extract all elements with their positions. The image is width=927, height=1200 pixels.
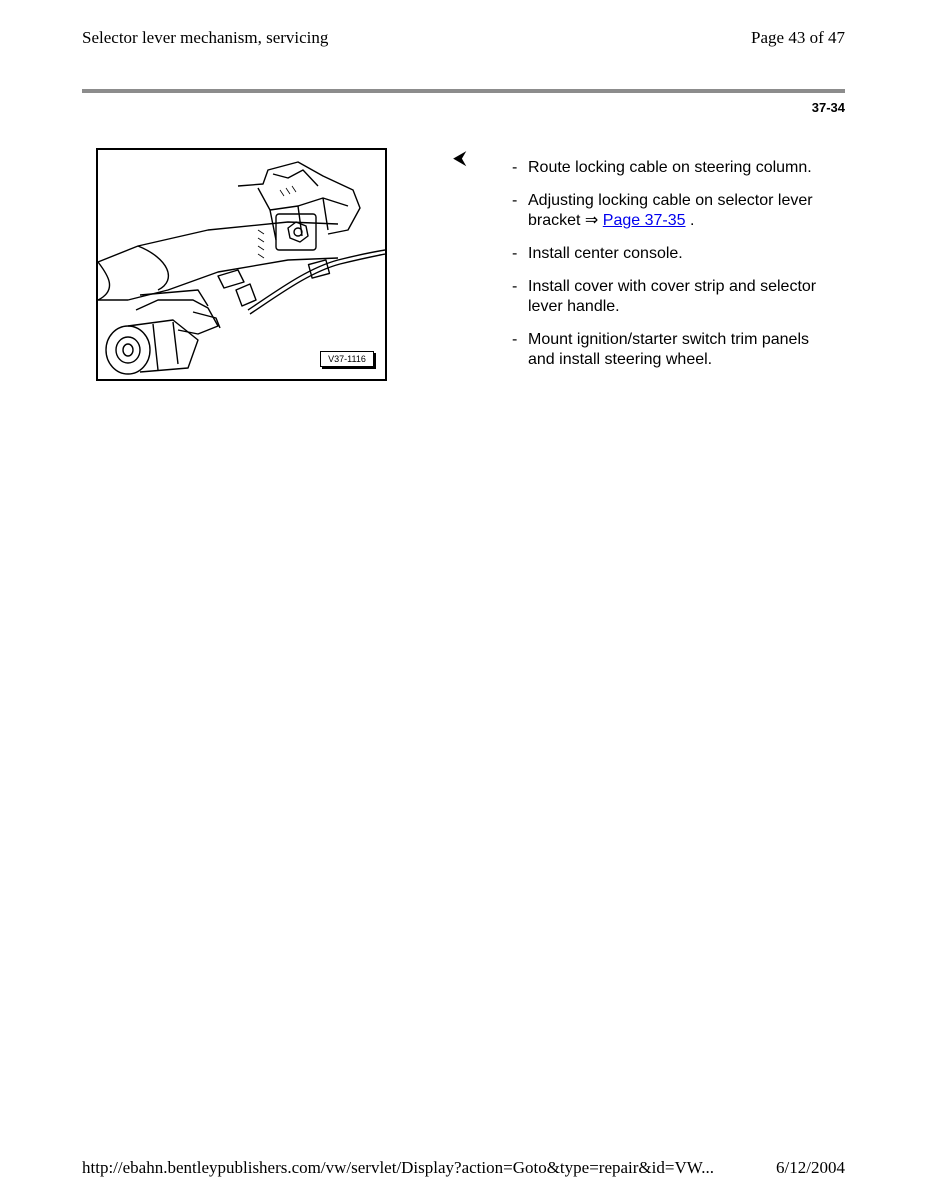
step-text: Mount ignition/starter switch trim panels and install steering wheel. bbox=[528, 331, 809, 368]
arrow-icon: ⇒ bbox=[584, 212, 599, 229]
figure-id-label: V37-1116 bbox=[320, 351, 374, 367]
list-item: - Install cover with cover strip and selector lever handle. bbox=[512, 278, 817, 315]
list-item: - Adjusting locking cable on selector lever bracket ⇒ Page 37-35 . bbox=[512, 192, 813, 229]
page-link[interactable]: Page 37-35 bbox=[602, 212, 686, 229]
step-text: Route locking cable on steering column. bbox=[528, 159, 812, 176]
step-text: Install cover with cover strip and selector lever handle. bbox=[528, 278, 817, 315]
header-divider bbox=[82, 89, 845, 93]
procedure-steps bbox=[510, 158, 830, 383]
document-title: Selector lever mechanism, servicing bbox=[82, 28, 329, 47]
page-indicator: Page 43 of 47 bbox=[751, 28, 845, 47]
list-item: - Install center console. bbox=[512, 245, 683, 262]
footer-url: http://ebahn.bentleypublishers.com/vw/servlet/Display?action=Goto&type=repair&id=VW... bbox=[82, 1158, 714, 1177]
steering-column-illustration bbox=[96, 148, 387, 381]
illustration-drawing bbox=[98, 150, 385, 379]
list-item: - Route locking cable on steering column. bbox=[512, 159, 812, 176]
figure-pointer-icon: ⮜ bbox=[453, 147, 467, 169]
section-number: 37-34 bbox=[811, 100, 845, 115]
footer-date: 6/12/2004 bbox=[776, 1158, 845, 1177]
list-item: - Mount ignition/starter switch trim panels and install steering wheel. bbox=[512, 331, 809, 368]
step-text: Adjusting locking cable on selector lever bracket bbox=[528, 192, 813, 229]
step-text: Install center console. bbox=[528, 245, 683, 262]
